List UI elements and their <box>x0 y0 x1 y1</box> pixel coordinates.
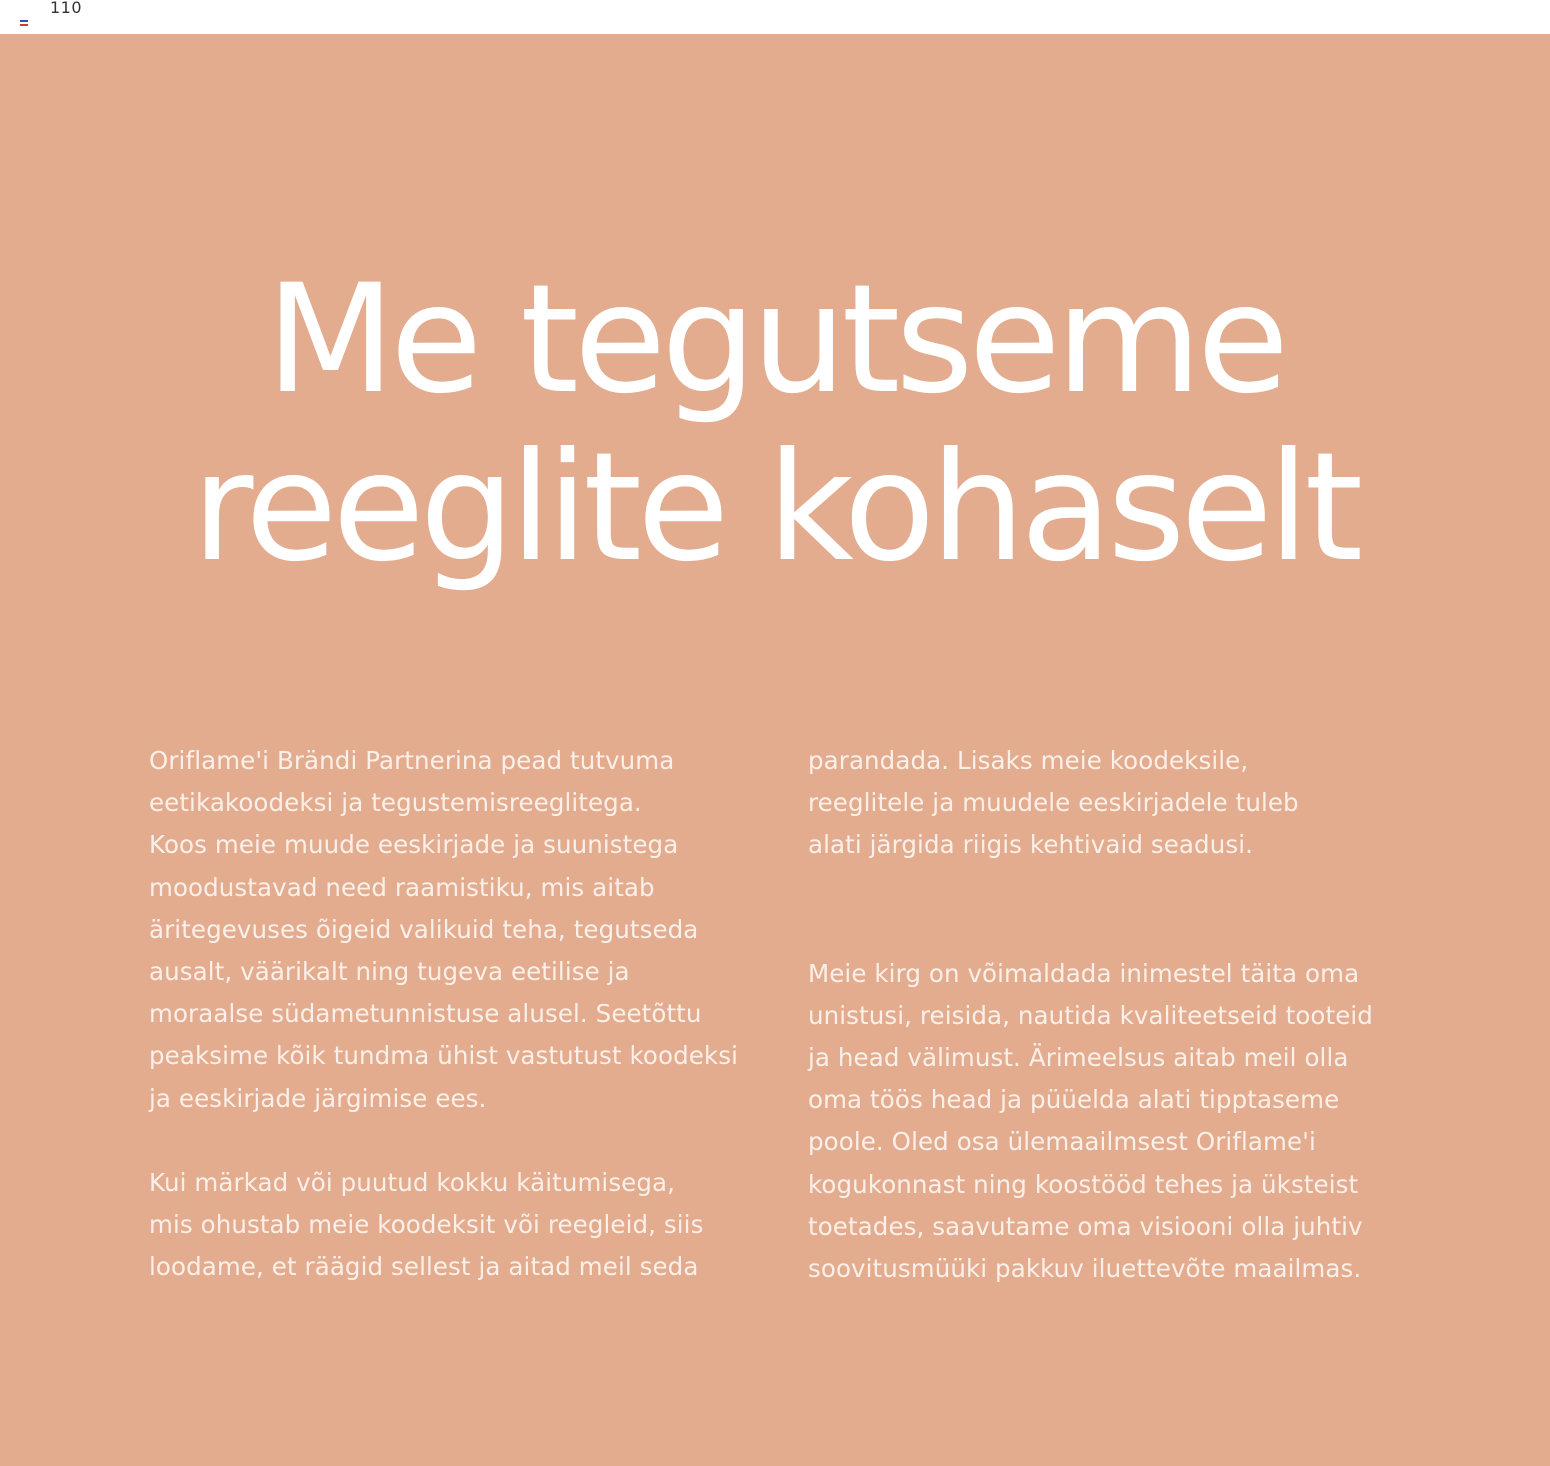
content-panel <box>0 34 1550 1466</box>
right-paragraph-2: Meie kirg on võimaldada inimestel täita oma unistusi, reisida, nautida kvaliteetseid tooteid ja head välimust. Ärimeelsus aitab meil olla oma töös head ja püüelda alati tipptaseme poole. Oled osa ülemaailmsest Oriflame'i kogukonnast ning koostööd tehes ja üksteist toetades, saavutame oma visiooni olla juhtiv soovitusmüüki pakkuv iluettevõte maailmas. <box>808 958 1373 1284</box>
right-column <box>808 740 1408 1290</box>
page-number: 110 <box>50 0 83 17</box>
flag-icon <box>20 20 28 26</box>
headline-line-2: reeglite kohaselt <box>191 421 1359 595</box>
headline-line-1: Me tegutseme <box>265 253 1285 427</box>
top-bar <box>0 0 1550 34</box>
left-paragraph-1: Oriflame'i Brändi Partnerina pead tutvuma eetikakoodeksi ja tegustemisreeglitega. Koos meie muude eeskirjade ja suunistega moodustavad need raamistiku, mis aitab äritegevuses õigeid valikuid teha, tegutseda ausalt, väärikalt ning tugeva eetilise ja moraalse südametunnistuse alusel. Seetõttu peaksime kõik tundma ühist vastutust koodeksi ja eeskirjade järgimise ees. <box>149 746 738 1113</box>
left-column <box>149 740 749 1288</box>
left-paragraph-2: Kui märkad või puutud kokku käitumisega, mis ohustab meie koodeksit või reegleid, siis loodame, et räägid sellest ja aitad meil seda <box>149 1167 704 1282</box>
headline <box>0 253 1550 595</box>
right-paragraph-1: parandada. Lisaks meie koodeksile, reeglitele ja muudele eeskirjadele tuleb alati järgida riigis kehtivaid seadusi. <box>808 746 1299 860</box>
